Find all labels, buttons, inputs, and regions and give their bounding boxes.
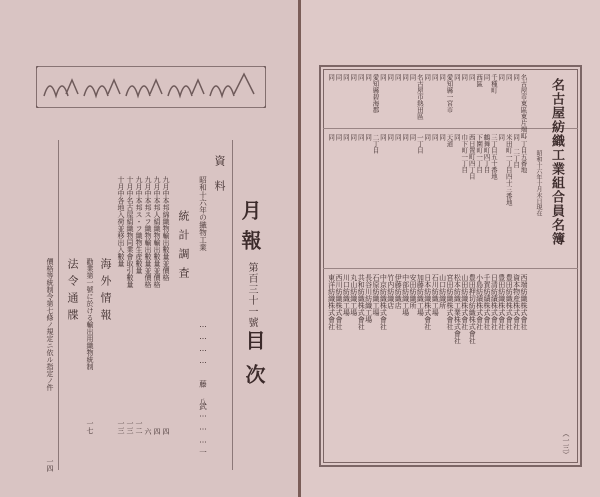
roster-addr: 下園町一丁目 — [475, 134, 484, 173]
roster-addr: 同 — [497, 134, 506, 141]
roster-name: 中部紡織工場 — [401, 274, 410, 316]
roster-name: 石川紡織工場 — [431, 274, 440, 316]
roster-name: 東洋紡織株式會社 — [327, 274, 336, 330]
toc-item: 九月中本邦人絹織物輸出數量並價格 — [153, 176, 161, 288]
roster-name: 川口紡織工場 — [342, 274, 351, 316]
roster-addr: 同 — [364, 134, 373, 141]
roster-name: 資本物産株式會社 — [512, 274, 521, 330]
roster-addr: 一丁目五番地 — [519, 134, 528, 173]
divider — [323, 128, 578, 129]
roster-town: 同 — [341, 74, 350, 81]
roster-addr: 天道 — [445, 134, 454, 147]
section-heading: 統計調査 — [177, 210, 190, 286]
toc-page: 一二 — [135, 420, 143, 434]
roster-name: 加藤紡織工場 — [416, 274, 425, 316]
roster-town: 同 — [334, 74, 343, 81]
roster-town: 同 — [386, 74, 395, 81]
toc-page: 四 — [153, 428, 161, 435]
roster-addr: 二丁目 — [371, 134, 380, 154]
roster-addr: 鶴舞町四丁目 — [482, 134, 491, 173]
roster-name: 松本紡織工業株式會社 — [453, 274, 462, 344]
toc-page: 一三 — [117, 420, 125, 434]
roster-name: 日清紡績株式會社 — [490, 274, 499, 330]
roster-name: 豊田押切紡織株式會社 — [468, 274, 477, 344]
roster-name: 西端紡織株式會社 — [520, 274, 528, 330]
roster-town: 同 — [467, 74, 476, 81]
roster-addr: 同 — [349, 134, 358, 141]
decorative-banner — [36, 66, 266, 108]
roster-name: 石原紡織工場 — [372, 274, 380, 316]
roster-addr: 同 — [341, 134, 350, 141]
roster-town: 同 — [423, 74, 432, 81]
left-page — [0, 0, 299, 497]
date-note: 昭和十六年十月末日現在 — [535, 150, 542, 216]
roster-town: 同 — [512, 74, 521, 81]
roster-town: 西區 — [475, 74, 484, 87]
roster-name: 安田紡織所 — [409, 274, 417, 309]
toc-page: 八………一 — [198, 398, 208, 460]
divider — [232, 140, 233, 470]
divider — [323, 268, 578, 269]
roster-name: 豊田紡織株式會社 — [497, 274, 506, 330]
roster-name: 山田紡織株式會社 — [460, 274, 469, 330]
roster-addr: 同 — [393, 134, 402, 141]
toc-page: 一三 — [126, 420, 134, 434]
roster-addr: 同 — [452, 134, 461, 141]
toc-item: 九月中本邦綿織物輸出數量並價格 — [162, 176, 170, 281]
roster-addr: 三丁目五十番地 — [489, 134, 498, 180]
toc-item: 勸業第一號に於ける輸出用織物統制 — [86, 258, 94, 370]
roster-town: 同 — [349, 74, 358, 81]
roster-addr: 米田町一丁目四十三番地 — [504, 134, 513, 206]
roster-name: 豊田紡織株式會社 — [505, 274, 514, 330]
roster-title: 名古屋紡織工業組合員名簿 — [549, 78, 564, 246]
roster-name: 山口紡織所 — [438, 274, 447, 309]
roster-town: 同 — [364, 74, 373, 81]
roster-town: 名古屋市熱田區 — [415, 74, 424, 120]
roster-town: 同 — [327, 74, 336, 81]
roster-name: 西川紡織株式會社 — [335, 274, 343, 330]
roster-town: 同 — [504, 74, 513, 81]
roster-town: 同 — [482, 74, 491, 81]
roster-name: 宮田紡織株式會社 — [446, 274, 454, 330]
roster-town: 愛知縣碧海郡 — [371, 74, 380, 113]
roster-addr: 西日置町四丁目 — [467, 134, 476, 180]
toc-item: 十月中名古屋絹織物同業會取引數量 — [126, 176, 134, 288]
toc-page: 一四 — [46, 458, 54, 472]
toc-heading: 目次 — [242, 330, 266, 398]
toc-item: 十月中各地入荷並移出入數量 — [117, 176, 125, 267]
roster-name: 中京紡織株式會社 — [379, 274, 388, 330]
roster-addr: 同 — [327, 134, 336, 141]
roster-town: 同 — [452, 74, 461, 81]
roster-addr: 同 — [386, 134, 395, 141]
roster-name: 小島紡績株式會社 — [475, 274, 484, 330]
section-heading: 資料 — [213, 155, 226, 205]
roster-addr: 同 — [423, 134, 432, 141]
roster-addr: 同 — [334, 134, 343, 141]
roster-name: 共和紡織株式會社 — [357, 274, 366, 330]
section-heading: 法令通牒 — [66, 258, 79, 326]
issue-label: 第百三十一號 — [246, 262, 257, 328]
roster-town: 同 — [393, 74, 402, 81]
toc-item: 九月中本邦ス・フ織物生産數量 — [135, 176, 143, 274]
roster-town: 同 — [430, 74, 439, 81]
roster-town: 同 — [497, 74, 506, 81]
roster-name: 長谷川紡織工場 — [364, 274, 373, 323]
toc-author: ………… 藤 武 — [198, 320, 208, 413]
roster-name: 竹内紡織店 — [386, 274, 395, 309]
divider — [58, 140, 59, 470]
roster-town: 名古屋市東區東片端町 — [519, 74, 528, 139]
roster-addr: 同 — [408, 134, 417, 141]
toc-page: 六 — [144, 428, 152, 435]
roster-addr: 同 — [430, 134, 439, 141]
toc-item: 價格等統制令第七條ノ規定ニ依ル指定ノ件 — [46, 258, 54, 391]
roster-addr: 巾下町一丁目 — [460, 134, 469, 173]
roster-town: 愛知縣一宮市 — [445, 74, 454, 113]
roster-addr: 同 二丁目 — [512, 134, 521, 168]
page-number: （一三） — [562, 430, 570, 458]
toc-item: 昭和十六年の織物工業 — [198, 176, 208, 251]
roster-town: 同 — [438, 74, 447, 81]
roster-town: 千種町 — [489, 74, 498, 94]
roster-town: 同 — [460, 74, 469, 81]
roster-town: 同 — [401, 74, 410, 81]
toc-item: 九月中本邦スフ織物輸出數量並價格 — [144, 176, 152, 288]
roster-town: 同 — [408, 74, 417, 81]
roster-name: 千賀紡績株式會社 — [483, 274, 491, 330]
roster-addr: 同 — [356, 134, 365, 141]
roster-addr: 同 — [438, 134, 447, 141]
roster-addr: 同 — [378, 134, 387, 141]
section-heading: 海外情報 — [99, 258, 112, 326]
roster-town: 同 — [356, 74, 365, 81]
roster-name: 伊藤紡織店 — [394, 274, 403, 309]
roster-addr: 一丁目 — [415, 134, 424, 154]
roster-name: 日本紡織株式會社 — [423, 274, 432, 330]
roster-name: 丸山紡織工場 — [349, 274, 358, 316]
toc-page: 一七 — [86, 420, 94, 434]
roster-town: 同 — [378, 74, 387, 81]
toc-page: 四 — [162, 428, 170, 435]
magazine-title: 月報 — [238, 200, 262, 260]
roster-addr: 同 — [401, 134, 410, 141]
